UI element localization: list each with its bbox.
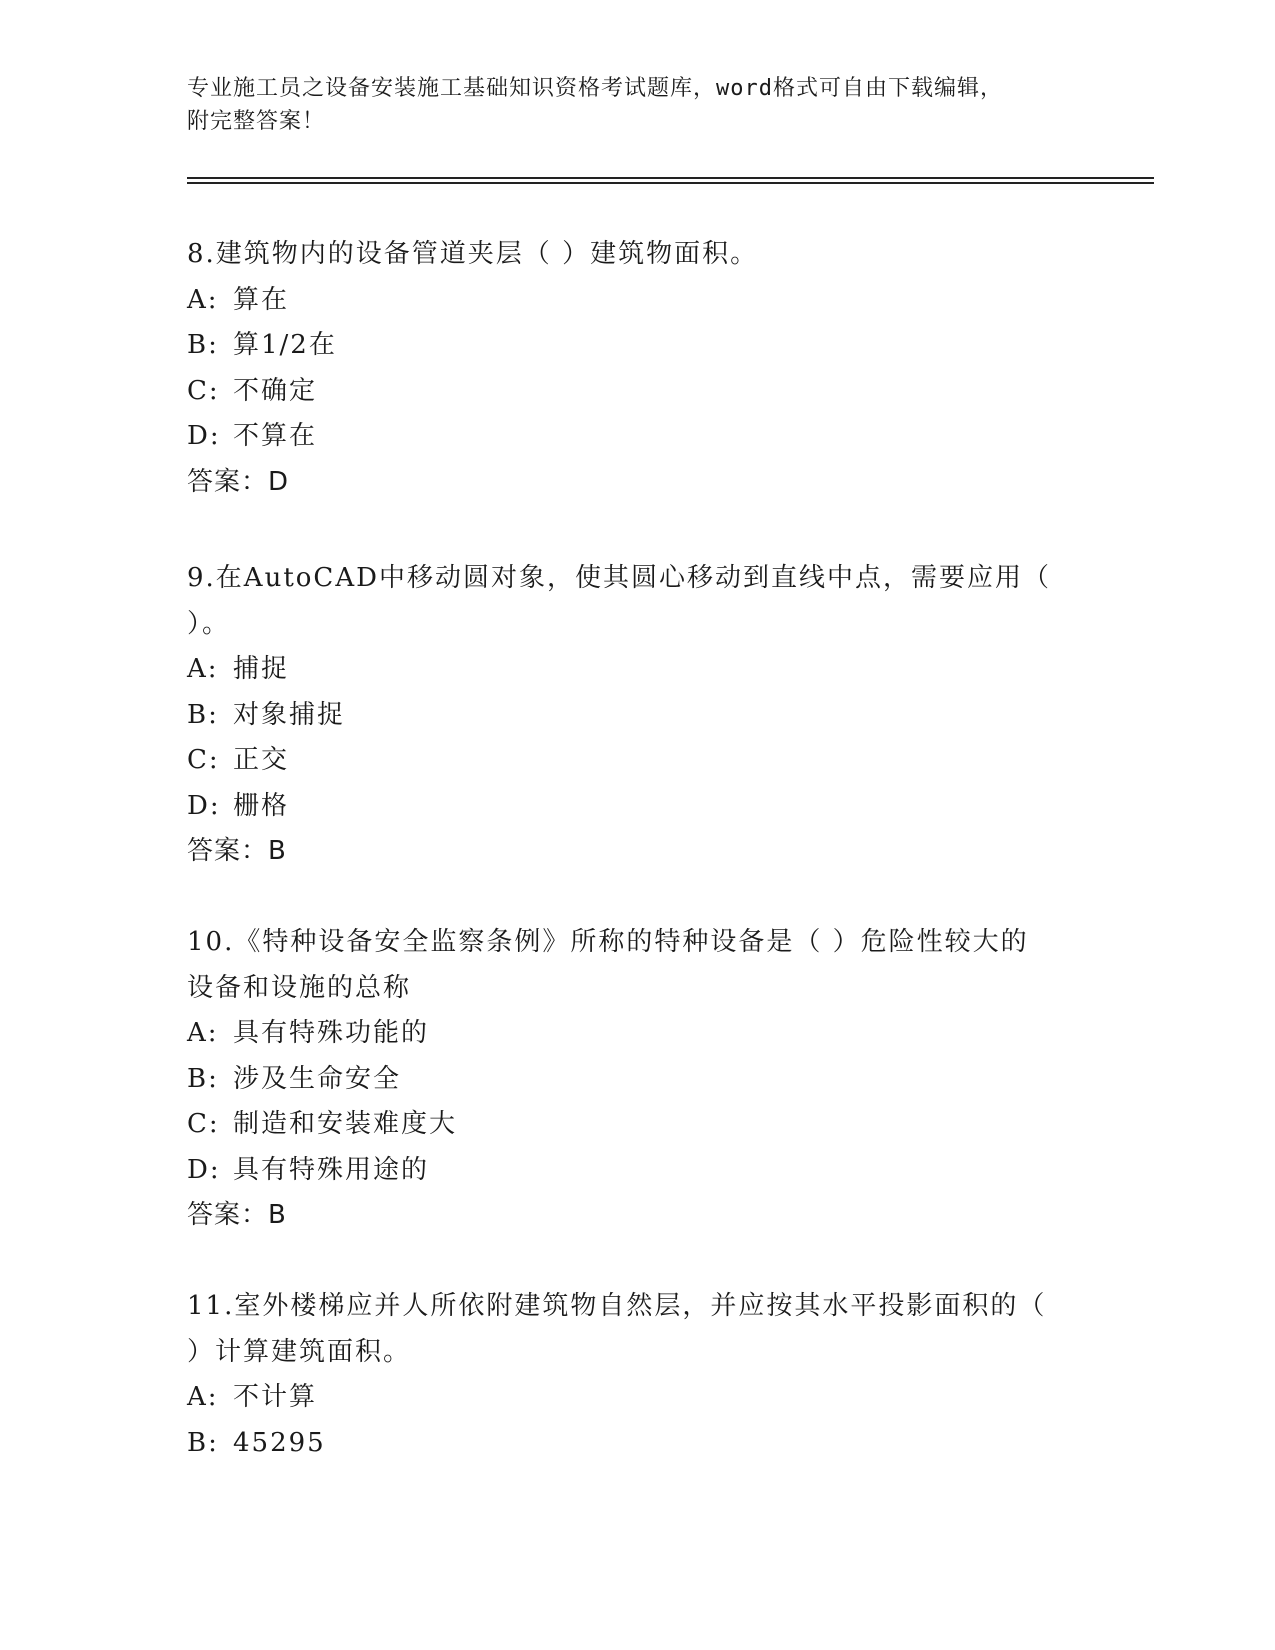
option-text: 具有特殊用途的	[233, 1154, 430, 1185]
option-text: 不计算	[233, 1382, 318, 1412]
option-letter: C:	[187, 375, 220, 406]
question-stem: ）计算建筑面积。	[187, 1336, 412, 1367]
question-stem: 设备和设施的总称	[187, 972, 412, 1003]
answer-key: 答案：D	[187, 466, 290, 497]
answer-option	[187, 784, 1067, 830]
option-text: 栅格	[233, 790, 290, 821]
answer-option	[187, 1375, 1067, 1421]
option-text: 对象捕捉	[233, 699, 346, 730]
answer-option	[187, 414, 1067, 460]
answer-option	[187, 369, 1067, 415]
header-title-line: 附完整答案！	[187, 109, 326, 134]
question-stem: 8.建筑物内的设备管道夹层（ ）建筑物面积。	[187, 239, 759, 269]
option-letter: B:	[187, 699, 219, 730]
question-stem: 11.室外楼梯应并人所依附建筑物自然层，并应按其水平投影面积的（	[187, 1291, 1047, 1321]
option-letter: D:	[187, 790, 221, 821]
option-text: 涉及生命安全	[233, 1063, 402, 1094]
option-letter: C:	[187, 1109, 220, 1139]
option-letter: A:	[187, 1018, 219, 1048]
option-letter: B:	[187, 330, 219, 360]
answer-option	[187, 738, 1067, 784]
question-item	[187, 920, 1067, 1239]
option-letter: A:	[187, 654, 219, 684]
answer-key: 答案：B	[187, 836, 287, 866]
document-header	[187, 72, 1067, 138]
question-stem: 10.《特种设备安全监察条例》所称的特种设备是（ ）危险性较大的	[187, 927, 1029, 957]
question-item	[187, 556, 1067, 875]
option-letter: C:	[187, 745, 220, 775]
answer-option	[187, 278, 1067, 324]
option-letter: D:	[187, 1154, 221, 1185]
option-letter: A:	[187, 1382, 219, 1412]
option-text: 制造和安装难度大	[233, 1109, 458, 1139]
answer-option	[187, 1057, 1067, 1103]
answer-option	[187, 647, 1067, 693]
answer-option	[187, 323, 1067, 369]
option-text: 不确定	[233, 375, 318, 406]
header-divider	[187, 177, 1154, 179]
answer-key: 答案：B	[187, 1200, 287, 1230]
option-text: 算1/2在	[233, 330, 337, 360]
question-stem: ）。	[187, 608, 231, 639]
option-letter: B:	[187, 1427, 219, 1458]
question-stem: 9.在AutoCAD中移动圆对象，使其圆心移动到直线中点，需要应用（	[187, 563, 1051, 593]
option-text: 算在	[233, 284, 290, 315]
header-title-line: 专业施工员之设备安装施工基础知识资格考试题库，word格式可自由下载编辑，	[187, 76, 1003, 101]
option-text: 具有特殊功能的	[233, 1018, 430, 1048]
option-letter: B:	[187, 1063, 219, 1094]
option-text: 正交	[233, 745, 290, 775]
question-item	[187, 1284, 1067, 1466]
answer-option	[187, 1148, 1067, 1194]
option-text: 捕捉	[233, 654, 290, 684]
header-divider	[187, 182, 1154, 184]
option-letter: D:	[187, 421, 221, 451]
question-item	[187, 232, 1067, 505]
answer-option	[187, 1421, 1067, 1467]
option-letter: A:	[187, 284, 219, 315]
answer-option	[187, 693, 1067, 739]
option-text: 45295	[233, 1427, 326, 1458]
option-text: 不算在	[233, 421, 318, 451]
answer-option	[187, 1011, 1067, 1057]
answer-option	[187, 1102, 1067, 1148]
